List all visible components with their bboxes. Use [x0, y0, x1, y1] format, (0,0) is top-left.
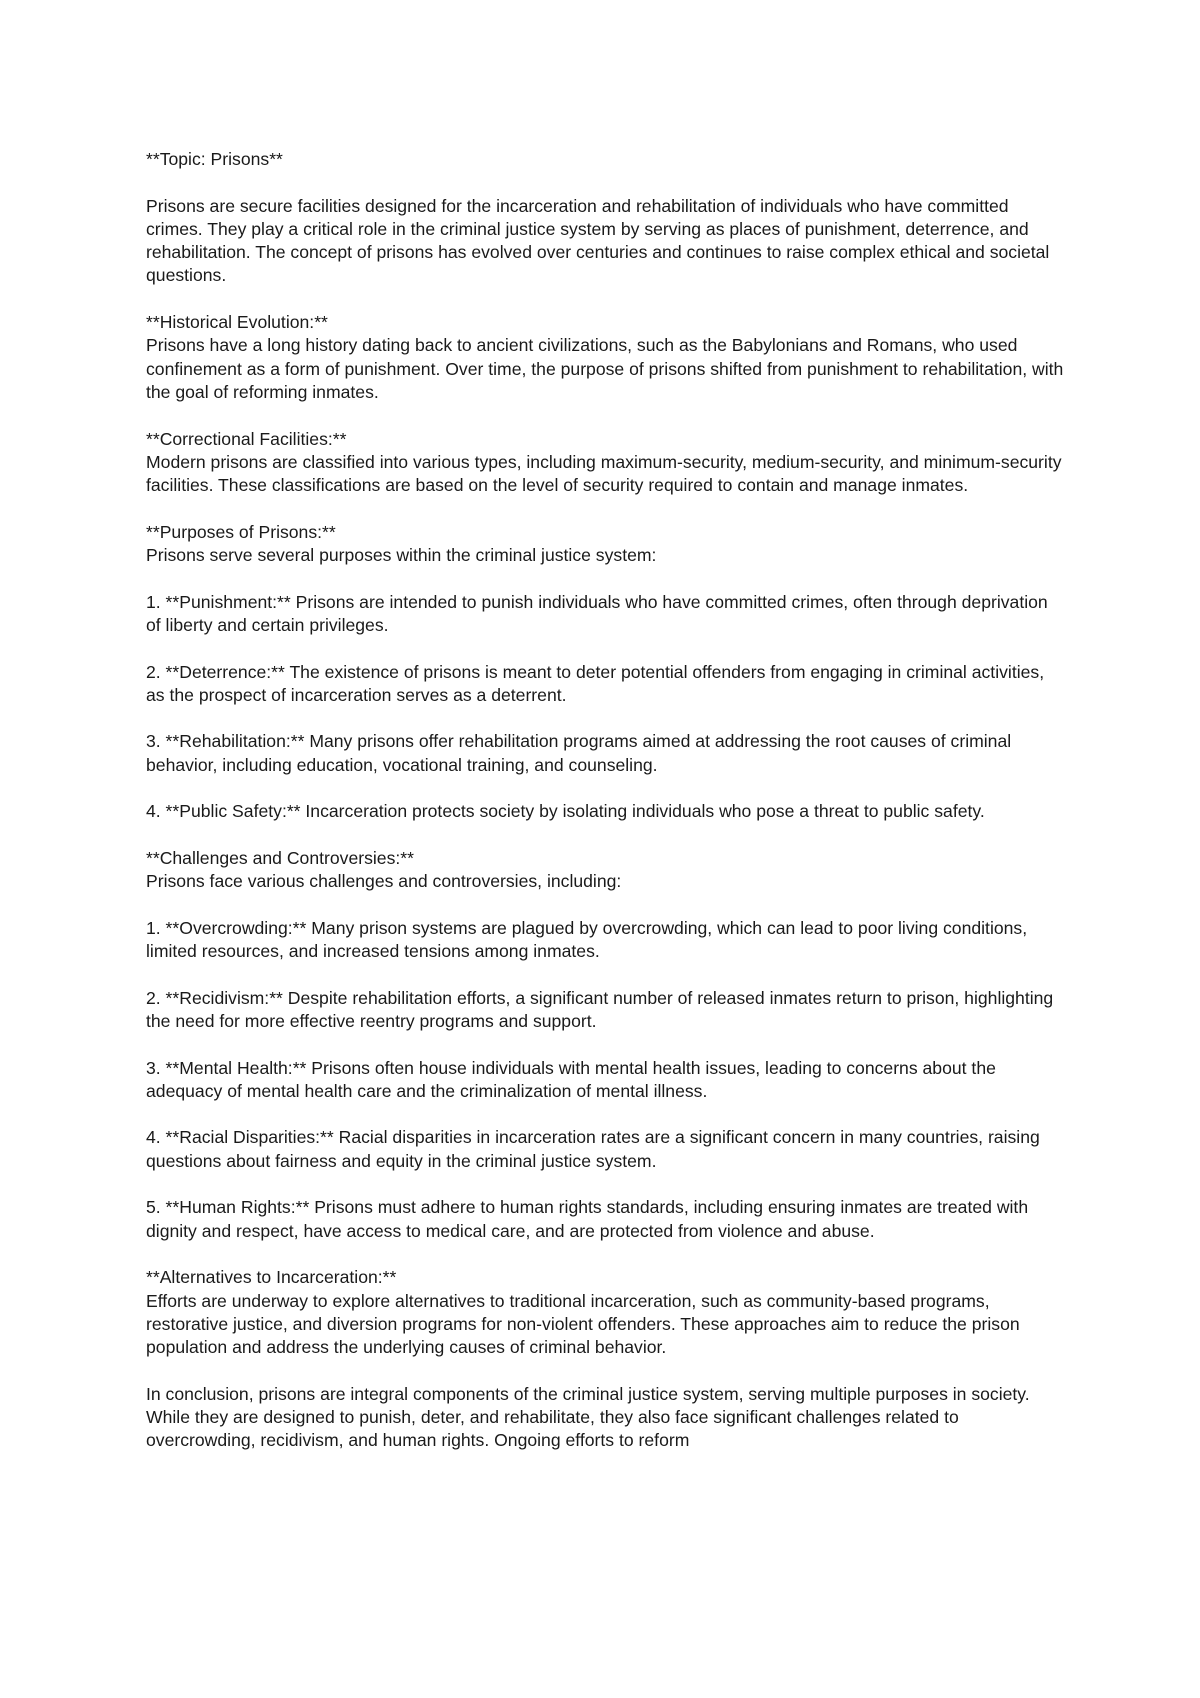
challenges-paragraph: Prisons face various challenges and controversies, including: — [146, 871, 622, 892]
historical-paragraph: Prisons have a long history dating back to ancient civilizations, such as the Babylonians and Romans, who used confinement as a form of punishment. Over time, the purpose of prisons shifted from punishment to rehabilitation, with the goal of reforming inmates. — [146, 335, 1064, 402]
alternatives-paragraph: Efforts are underway to explore alternatives to traditional incarceration, such as community-based programs, restorative justice, and diversion programs for non-violent offenders. These approaches aim to reduce the prison population and address the underlying causes of criminal behavior. — [146, 1290, 1020, 1358]
topic-heading: **Topic: Prisons** — [146, 149, 283, 169]
alternatives-heading: **Alternatives to Incarceration:** — [146, 1267, 397, 1288]
challenges-item-mental-health: 3. **Mental Health:** Prisons often house individuals with mental health issues, leading to concerns about the adequacy of mental health care and the criminalization of mental illness. — [146, 1057, 996, 1101]
historical-heading: **Historical Evolution:** — [146, 312, 328, 333]
challenges-item-racial-disparities: 4. **Racial Disparities:** Racial disparities in incarceration rates are a significant concern in many countries, raising questions about fairness and equity in the criminal justice system. — [146, 1127, 1040, 1171]
purposes-item-rehabilitation: 3. **Rehabilitation:** Many prisons offer rehabilitation programs aimed at addressing the root causes of criminal behavior, including education, vocational training, and counseling. — [146, 731, 1012, 775]
conclusion-paragraph: In conclusion, prisons are integral components of the criminal justice system, serving multiple purposes in society. While they are designed to punish, deter, and rehabilitate, they also face significant challenges related to overcrowding, recidivism, and human rights. Ongoing efforts to reform — [146, 1383, 1030, 1451]
challenges-item-overcrowding: 1. **Overcrowding:** Many prison systems are plagued by overcrowding, which can lead to poor living conditions, limited resources, and increased tensions among inmates. — [146, 917, 1028, 962]
challenges-heading: **Challenges and Controversies:** — [146, 847, 414, 868]
purposes-item-public-safety: 4. **Public Safety:** Incarceration protects society by isolating individuals who pose a threat to public safety. — [146, 801, 985, 822]
purposes-item-deterrence: 2. **Deterrence:** The existence of prisons is meant to deter potential offenders from engaging in criminal activities, as the prospect of incarceration serves as a deterrent. — [146, 661, 1045, 705]
correctional-heading: **Correctional Facilities:** — [146, 428, 347, 449]
challenges-item-recidivism: 2. **Recidivism:** Despite rehabilitation efforts, a significant number of released inmates return to prison, highlighting the need for more effective reentry programs and support. — [146, 987, 1054, 1031]
purposes-heading: **Purposes of Prisons:** — [146, 521, 336, 542]
document-page — [146, 148, 1066, 1453]
intro-paragraph: Prisons are secure facilities designed for the incarceration and rehabilitation of individuals who have committed crimes. They play a critical role in the criminal justice system by serving as places of punishment, deterrence, and rehabilitation. The concept of prisons has evolved over centuries and continues to raise complex ethical and societal questions. — [146, 195, 1050, 286]
purposes-item-punishment: 1. **Punishment:** Prisons are intended to punish individuals who have committed crimes, often through deprivation of liberty and certain privileges. — [146, 591, 1048, 635]
challenges-item-human-rights: 5. **Human Rights:** Prisons must adhere to human rights standards, including ensuring inmates are treated with dignity and respect, have access to medical care, and are protected from violence and abuse. — [146, 1197, 1029, 1241]
correctional-paragraph: Modern prisons are classified into various types, including maximum-security, medium-security, and minimum-security facilities. These classifications are based on the level of security required to contain and manage inmates. — [146, 451, 1062, 496]
purposes-paragraph: Prisons serve several purposes within the criminal justice system: — [146, 545, 657, 566]
